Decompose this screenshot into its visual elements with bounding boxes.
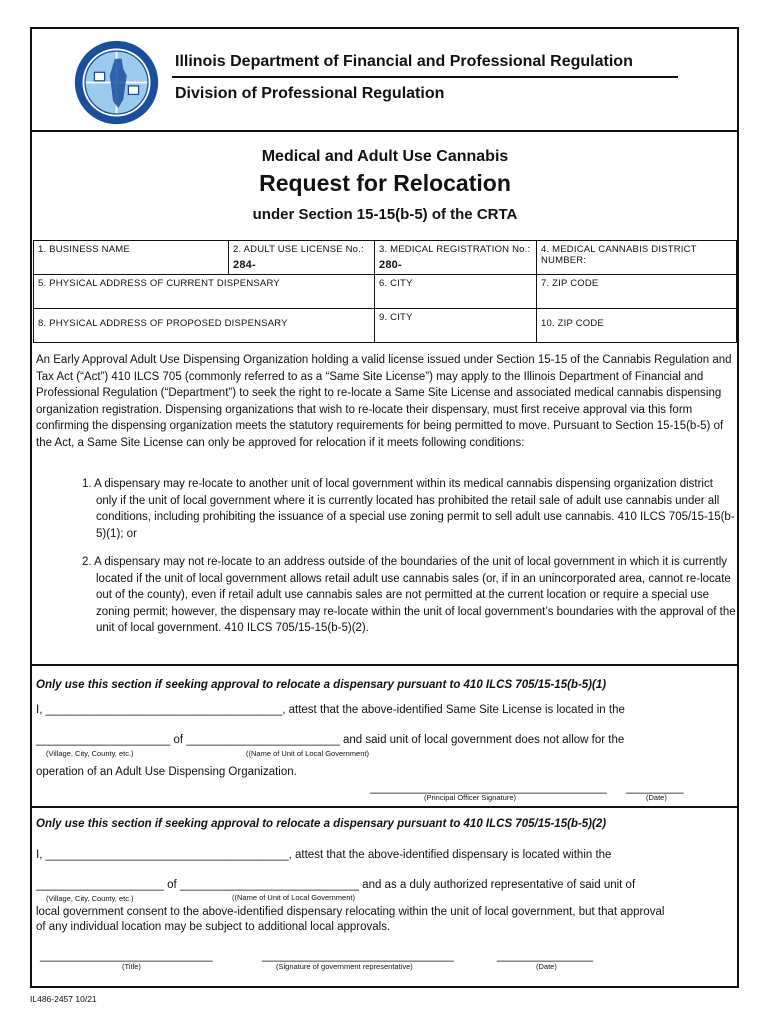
section-1-unit-line[interactable]: _____________________ of ________________________ and said unit of local government does not allow for the — [36, 734, 625, 746]
current-address-field[interactable]: 5. PHYSICAL ADDRESS OF CURRENT DISPENSARY — [34, 275, 375, 309]
medical-registration-field[interactable]: 3. MEDICAL REGISTRATION No.: 280- — [375, 241, 537, 275]
current-city-field[interactable]: 6. CITY — [375, 275, 537, 309]
section-1-operation-line: operation of an Adult Use Dispensing Organization. — [36, 766, 297, 778]
license-prefix: 284- — [233, 259, 256, 271]
current-zip-field[interactable]: 7. ZIP CODE — [537, 275, 737, 309]
section-2-unit-line[interactable]: ____________________ of ____________________________ and as a duly authorized representative of said unit of — [36, 879, 636, 891]
principal-signature-line[interactable]: _____________________________________ — [370, 782, 607, 794]
government-representative-signature-line[interactable]: ______________________________ — [262, 950, 454, 962]
section-2-heading: Only use this section if seeking approval to relocate a dispensary pursuant to 410 ILCS 705/15-15(b-5)(2) — [36, 818, 607, 830]
principal-signature-caption: (Principal Officer Signature) — [424, 793, 516, 802]
section-2-caption-village: (Village, City, County, etc.) — [46, 894, 134, 903]
adult-use-license-field[interactable]: 2. ADULT USE LICENSE No.: 284- — [229, 241, 375, 275]
idfpr-seal-logo — [74, 40, 159, 125]
government-representative-signature-caption: (Signature of government representative) — [276, 962, 413, 971]
header-divider — [30, 130, 739, 132]
medical-district-field[interactable]: 4. MEDICAL CANNABIS DISTRICT NUMBER: — [537, 241, 737, 275]
section-1-caption-village: (Village, City, County, etc.) — [46, 749, 134, 758]
intro-paragraph: An Early Approval Adult Use Dispensing Organization holding a valid license issued under Section 15-15 of the Cannabis Regulation and Tax Act (“Act”) 410 ILCS 705 (commonly referred to as a “Same Site License”) may apply to the Illinois Department of Financial and Professional Regulation (“Department”) to seek the right to re-locate a Same Site License and associated medical cannabis dispensing organization registration. Dispensing organizations that wish to re-locate their dispensary, must first receive approval via this form confirming the dispensing organization meets the statutory requirements for being permitted to move. Pursuant to Section 15-15(b-5) of the Act, a Same Site License can only be approved for relocation if it meets following conditions: — [36, 354, 732, 449]
registration-prefix: 280- — [379, 259, 402, 271]
form-subject: Medical and Adult Use Cannabis — [261, 148, 509, 165]
proposed-city-field[interactable]: 9. CITY — [375, 309, 537, 343]
condition-1: 1. A dispensary may re-locate to another unit of local government within its medical cannabis dispensing organization district only if the unit of local government where it is currently located has prohibited the retail sale of adult use cannabis under all conditions, including prohibiting the issuance of a special use zoning permit to sell adult use cannabis. 410 ILCS 705/15-15(b-5)(1); or — [82, 478, 735, 540]
section-1-attest-line[interactable]: I, _____________________________________, attest that the above-identified Same Site License is located in the — [36, 704, 625, 716]
form-title: Request for Relocation — [259, 170, 511, 196]
section-1-divider — [30, 664, 739, 666]
division-name: Division of Professional Regulation — [175, 85, 445, 102]
form-number: IL486-2457 10/21 — [30, 994, 97, 1004]
section-2-date-line[interactable]: _______________ — [497, 950, 593, 962]
form-subtitle: under Section 15-15(b-5) of the CRTA — [252, 206, 518, 223]
section-2-caption-unit: ((Name of Unit of Local Government) — [232, 893, 355, 902]
section-2-date-caption: (Date) — [536, 962, 557, 971]
section-1-caption-unit: ((Name of Unit of Local Government) — [246, 749, 369, 758]
title-caption: (Title) — [122, 962, 141, 971]
title-line[interactable]: ___________________________ — [40, 950, 213, 962]
proposed-zip-field[interactable]: 10. ZIP CODE — [537, 309, 737, 343]
section-1-date-caption: (Date) — [646, 793, 667, 802]
section-2-consent-line: local government consent to the above-identified dispensary relocating within the unit of local government, but that approval — [36, 906, 665, 918]
section-1-date-line[interactable]: _________ — [626, 782, 684, 794]
section-2-attest-line[interactable]: I, ______________________________________, attest that the above-identified dispensary is located within the — [36, 849, 612, 861]
header-rule — [172, 76, 678, 78]
agency-name: Illinois Department of Financial and Professional Regulation — [175, 53, 633, 70]
section-2-divider — [30, 806, 739, 808]
proposed-address-field[interactable]: 8. PHYSICAL ADDRESS OF PROPOSED DISPENSARY — [34, 309, 375, 343]
section-2-approvals-line: of any individual location may be subject to additional local approvals. — [36, 921, 391, 933]
business-info-table — [33, 240, 737, 343]
business-name-field[interactable]: 1. BUSINESS NAME — [34, 241, 229, 275]
condition-2: 2. A dispensary may not re-locate to an address outside of the boundaries of the unit of local government in which it is currently located if the unit of local government allows retail adult use cannabis sales (or, if in an unincorporated area, cannot re-locate out of the county), even if retail adult use cannabis sales are not permitted at the current location or require a special use zoning permit; however, the dispensary may re-locate within the unit of local government’s boundaries with the approval of the unit of local government. 410 ILCS 705/15-15(b-5)(2). — [82, 556, 736, 634]
section-1-heading: Only use this section if seeking approval to relocate a dispensary pursuant to 410 ILCS 705/15-15(b-5)(1) — [36, 679, 607, 691]
